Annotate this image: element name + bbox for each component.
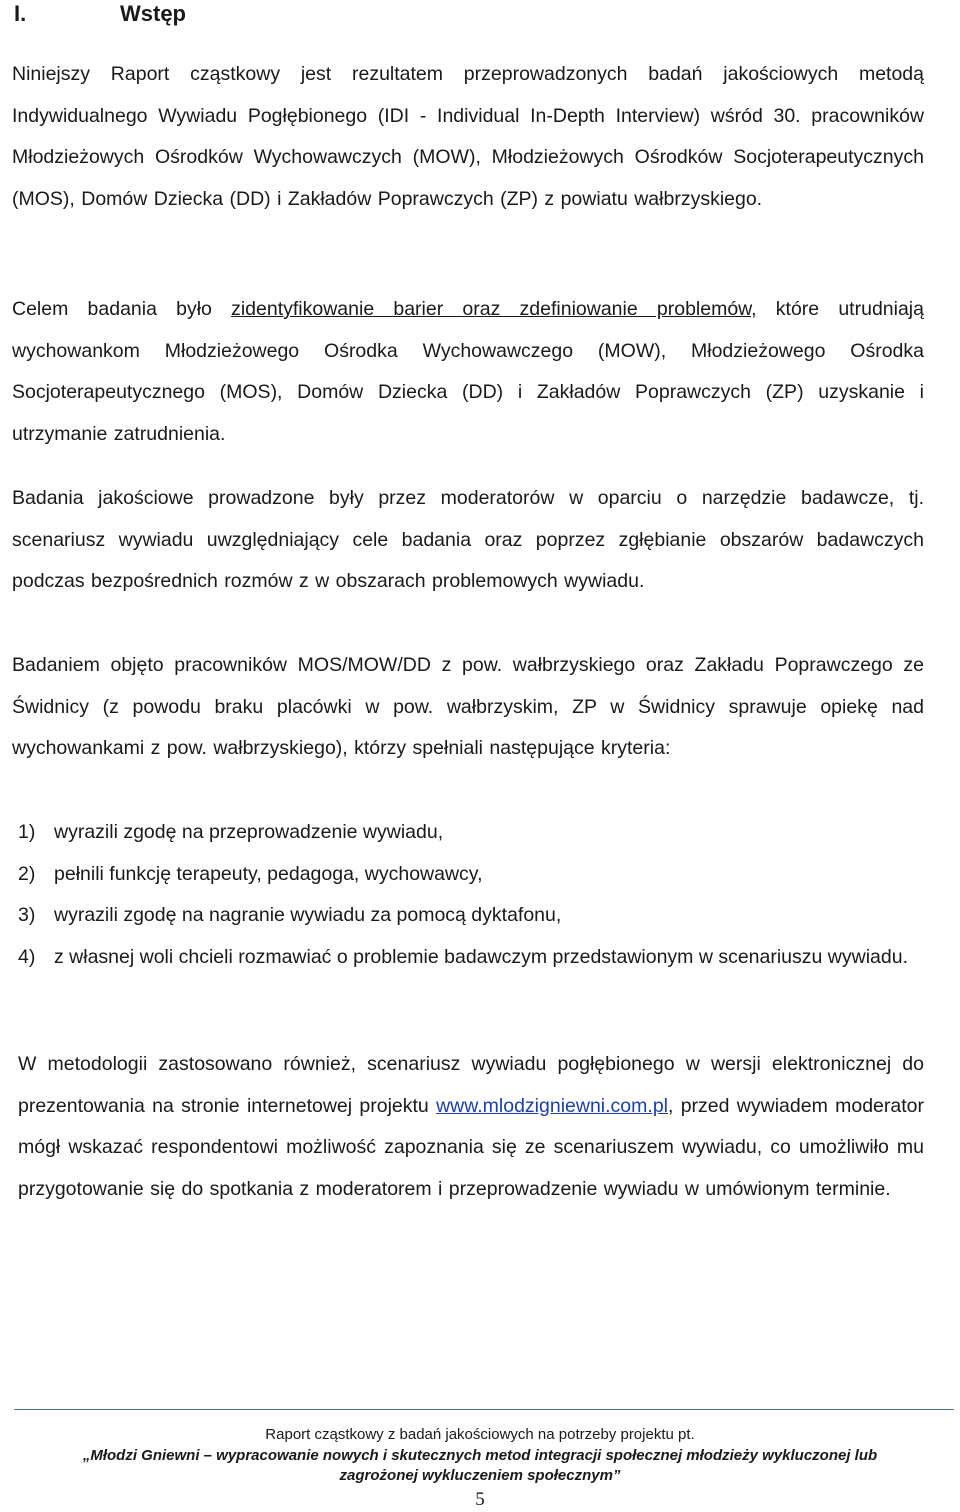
paragraph-intro: Niniejszy Raport cząstkowy jest rezultatem przeprowadzonych badań jakościowych metodą Indywidualnego Wywiadu Pogłębionego (IDI - Individual In-Depth Interview) wśród 30. pracowników Młodzieżowych Ośrodków Wychowawczych (MOW), Młodzieżowych Ośrodków Socjoterapeutycznych (MOS), Domów Dziecka (DD) i Zakładów Poprawczych (ZP) z powiatu wałbrzyskiego. bbox=[12, 63, 924, 210]
footer-report-line: Raport cząstkowy z badań jakościowych na potrzeby projektu pt. bbox=[265, 1426, 695, 1443]
footer-project-title-cont: zagrożonej wykluczeniem społecznym” bbox=[339, 1467, 621, 1484]
section-number: I. bbox=[14, 1, 27, 26]
section-title: Wstęp bbox=[120, 1, 186, 26]
methodology-text-end: , przed wywiadem moderator mógł wskazać respondentowi możliwość zapoznania się ze scenariuszem wywiadu, co umożliwiło mu przygotowanie się do spotkania z moderatorem i przeprowadzenie wywiadu w umówionym terminie. bbox=[18, 1094, 924, 1200]
list-item-text: wyrazili zgodę na przeprowadzenie wywiadu, bbox=[54, 821, 444, 843]
goal-underlined-text: zidentyfikowanie barier oraz zdefiniowanie problemów, bbox=[231, 298, 757, 320]
paragraph-method: Badania jakościowe prowadzone były przez moderatorów w oparciu o narzędzie badawcze, tj. scenariusz wywiadu uwzględniający cele badania oraz poprzez zgłębianie obszarów badawczych podczas bezpośrednich rozmów z w obszarach problemowych wywiadu. bbox=[12, 487, 924, 593]
list-item-text: pełnili funkcję terapeuty, pedagoga, wychowawcy, bbox=[54, 862, 483, 885]
criteria-list bbox=[18, 812, 924, 978]
paragraph-methodology bbox=[18, 1044, 924, 1210]
goal-text-end: które utrudniają wychowankom Młodzieżowego Ośrodka Wychowawczego (MOW), Młodzieżowego Ośrodka Socjoterapeutycznego (MOS), Domów Dziecka (DD) i Zakładów Poprawczych (ZP) uzyskanie i utrzymanie zatrudnienia. bbox=[12, 298, 924, 445]
list-item-text: z własnej woli chcieli rozmawiać o problemie badawczym przedstawionym w scenariuszu wywiadu. bbox=[54, 945, 908, 968]
footer-project-title: „Młodzi Gniewni – wypracowanie nowych i skutecznych metod integracji społecznej młodzieży wykluczonej lub bbox=[82, 1447, 878, 1464]
section-heading bbox=[14, 0, 186, 28]
list-marker: 1) bbox=[18, 821, 36, 843]
goal-text-start: Celem badania było bbox=[12, 298, 232, 320]
list-item bbox=[18, 895, 924, 937]
list-item bbox=[18, 812, 924, 854]
paragraph-scope: Badaniem objęto pracowników MOS/MOW/DD z pow. wałbrzyskiego oraz Zakładu Poprawczego ze Świdnicy (z powodu braku placówki w pow. wałbrzyskim, ZP w Świdnicy sprawuje opiekę nad wychowankami z pow. wałbrzyskiego), którzy spełniali następujące kryteria: bbox=[12, 654, 924, 760]
footer-divider bbox=[14, 1409, 954, 1410]
list-item bbox=[18, 854, 924, 896]
list-marker: 2) bbox=[18, 862, 36, 885]
paragraph-goal bbox=[12, 289, 924, 455]
list-item bbox=[18, 937, 924, 979]
page-number: 5 bbox=[475, 1489, 485, 1510]
methodology-text-start: W metodologii zastosowano również, scenariusz wywiadu pogłębionego w wersji elektronicznej do prezentowania na stronie internetowej projektu bbox=[18, 1053, 924, 1117]
project-website-link[interactable]: www.mlodzigniewni.com.pl bbox=[436, 1094, 668, 1117]
list-marker: 3) bbox=[18, 904, 36, 927]
list-item-text: wyrazili zgodę na nagranie wywiadu za pomocą dyktafonu, bbox=[54, 904, 562, 927]
list-marker: 4) bbox=[18, 945, 36, 968]
